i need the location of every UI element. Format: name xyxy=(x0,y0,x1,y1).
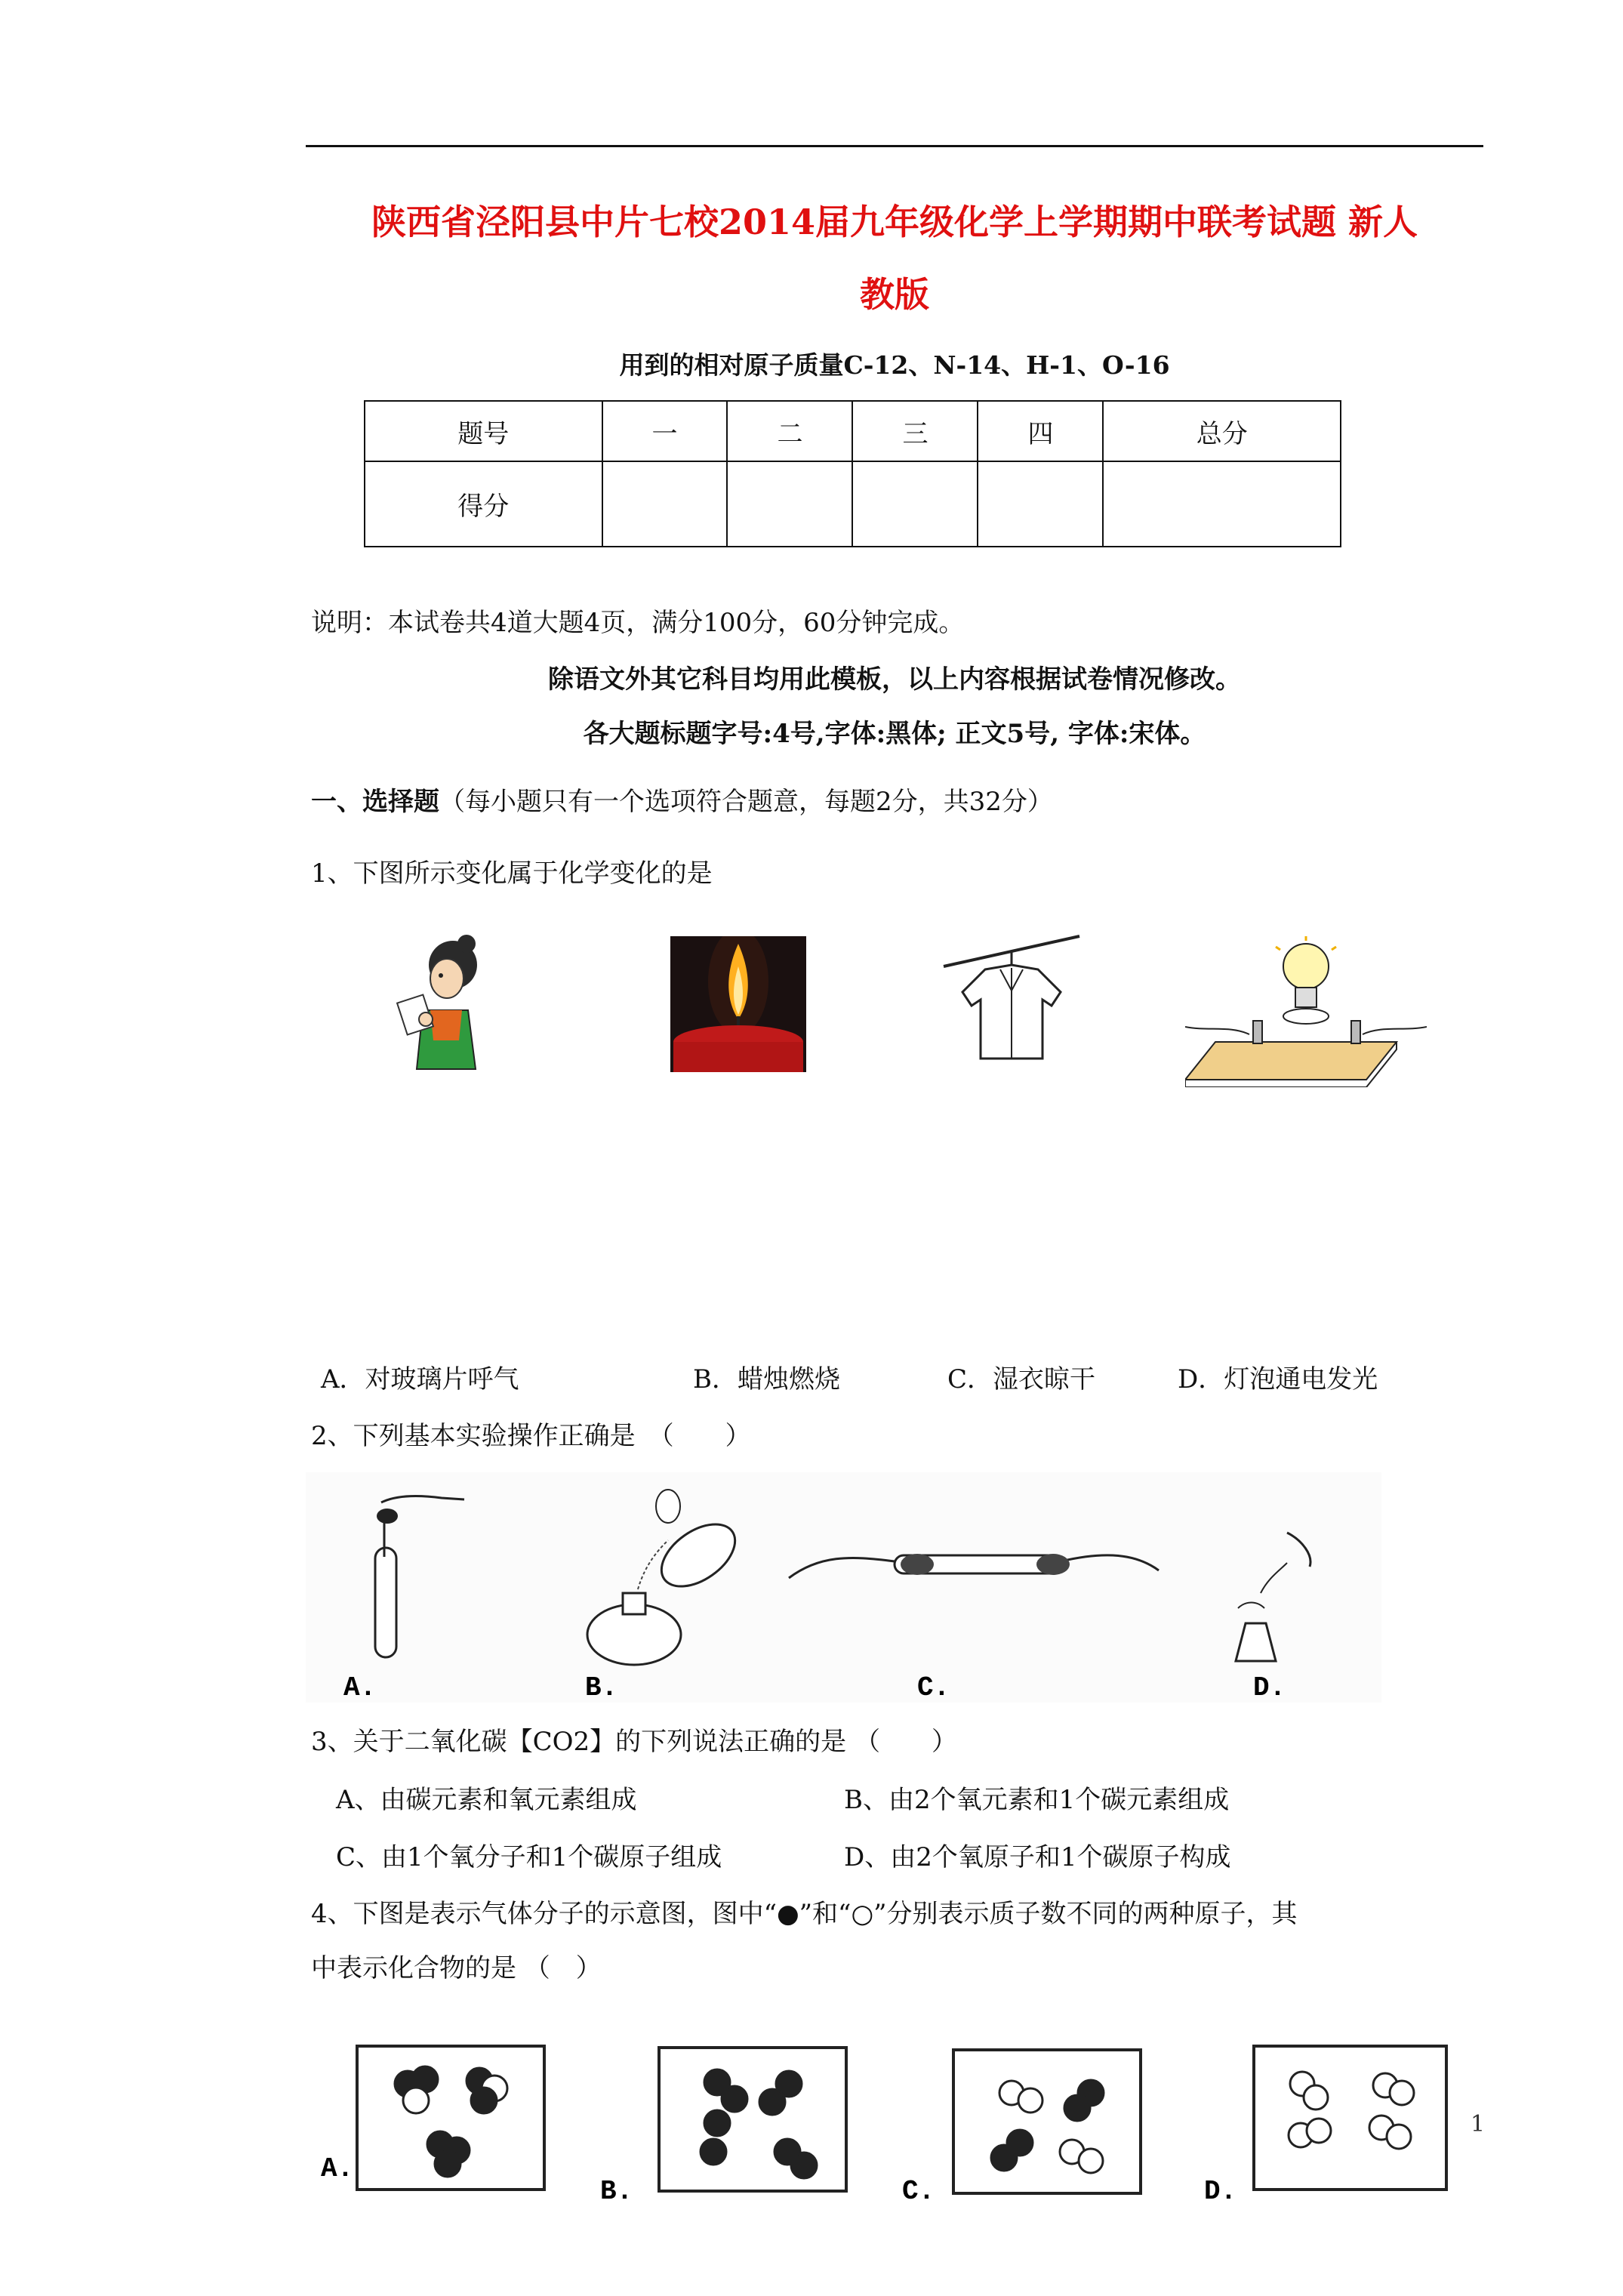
molecule-diagrams-figure xyxy=(306,2039,1472,2212)
q2-label-d: D. xyxy=(1253,1672,1286,1703)
q4-stem-line2: 中表示化合物的是 （ ） xyxy=(311,1953,602,1983)
molecule-box-c xyxy=(953,2050,1141,2193)
score-cell-header: 总分 xyxy=(1103,401,1341,461)
score-cell-header: 题号 xyxy=(365,401,602,461)
q4-label-c: C. xyxy=(902,2176,935,2207)
score-cell-header: 二 xyxy=(727,401,852,461)
wet-clothes-drying-image xyxy=(940,930,1083,1066)
q4-label-a: A. xyxy=(321,2153,354,2184)
lab-operations-figure xyxy=(306,1472,1381,1703)
q1-option-c: C．湿衣晾干 xyxy=(947,1364,1096,1395)
molecule-box-b xyxy=(659,2048,846,2191)
score-cell xyxy=(852,461,978,547)
q2-label-b: B. xyxy=(585,1672,618,1703)
girl-breathing-image xyxy=(393,935,498,1071)
q3-option-d: D、由2个氧原子和1个碳原子构成 xyxy=(844,1842,1231,1872)
light-bulb-circuit-image xyxy=(1185,936,1427,1087)
score-table-score-row xyxy=(365,461,1341,547)
q3-stem: 3、关于二氧化碳【CO2】的下列说法正确的是 （ ） xyxy=(311,1727,957,1757)
template-note: 除语文外其它科目均用此模板，以上内容根据试卷情况修改。 xyxy=(548,664,1241,695)
score-cell-header: 四 xyxy=(978,401,1103,461)
score-table xyxy=(364,400,1341,547)
q3-option-a: A、由碳元素和氧元素组成 xyxy=(336,1785,637,1815)
atomic-mass-note: 用到的相对原子质量C-12、N-14、H-1、O-16 xyxy=(619,350,1170,380)
q2-label-a: A. xyxy=(343,1672,377,1703)
score-cell xyxy=(727,461,852,547)
section1-title: 一、选择题 xyxy=(311,787,439,817)
header-rule xyxy=(306,145,1483,147)
q2-label-c: C. xyxy=(917,1672,950,1703)
score-cell xyxy=(1103,461,1341,547)
section1-heading xyxy=(311,785,1053,818)
score-cell xyxy=(602,461,728,547)
q4-stem-line1: 4、下图是表示气体分子的示意图，图中“●”和“○”分别表示质子数不同的两种原子，其 xyxy=(311,1899,1298,1929)
score-cell-header: 一 xyxy=(602,401,728,461)
q3-option-c: C、由1个氧分子和1个碳原子组成 xyxy=(336,1842,722,1872)
q1-option-d: D．灯泡通电发光 xyxy=(1178,1364,1378,1395)
q4-label-d: D. xyxy=(1204,2176,1237,2207)
q1-option-a: A．对玻璃片呼气 xyxy=(321,1364,519,1395)
score-cell xyxy=(978,461,1103,547)
candle-burning-image xyxy=(670,936,806,1072)
score-row-label: 得分 xyxy=(365,461,602,547)
q1-option-b: B．蜡烛燃烧 xyxy=(693,1364,840,1395)
exam-title-line1: 陕西省泾阳县中片七校2014届九年级化学上学期期中联考试题 新人 xyxy=(371,202,1418,242)
q2-stem: 2、下列基本实验操作正确是 （ ） xyxy=(311,1421,751,1451)
font-note: 各大题标题字号:4号,字体:黑体; 正文5号, 字体:宋体。 xyxy=(583,719,1206,749)
exam-title-line2: 教版 xyxy=(860,274,929,315)
score-table-header-row xyxy=(365,401,1341,461)
q3-option-b: B、由2个氧元素和1个碳元素组成 xyxy=(844,1785,1230,1815)
q1-stem: 1、下图所示变化属于化学变化的是 xyxy=(311,858,713,889)
page-number: 1 xyxy=(1471,2111,1486,2137)
molecule-box-d xyxy=(1254,2046,1446,2190)
section1-note: （每小题只有一个选项符合题意，每题2分，共32分） xyxy=(439,787,1053,817)
exam-instructions: 说明：本试卷共4道大题4页，满分100分，60分钟完成。 xyxy=(311,608,965,638)
q4-label-b: B. xyxy=(600,2176,633,2207)
score-cell-header: 三 xyxy=(852,401,978,461)
